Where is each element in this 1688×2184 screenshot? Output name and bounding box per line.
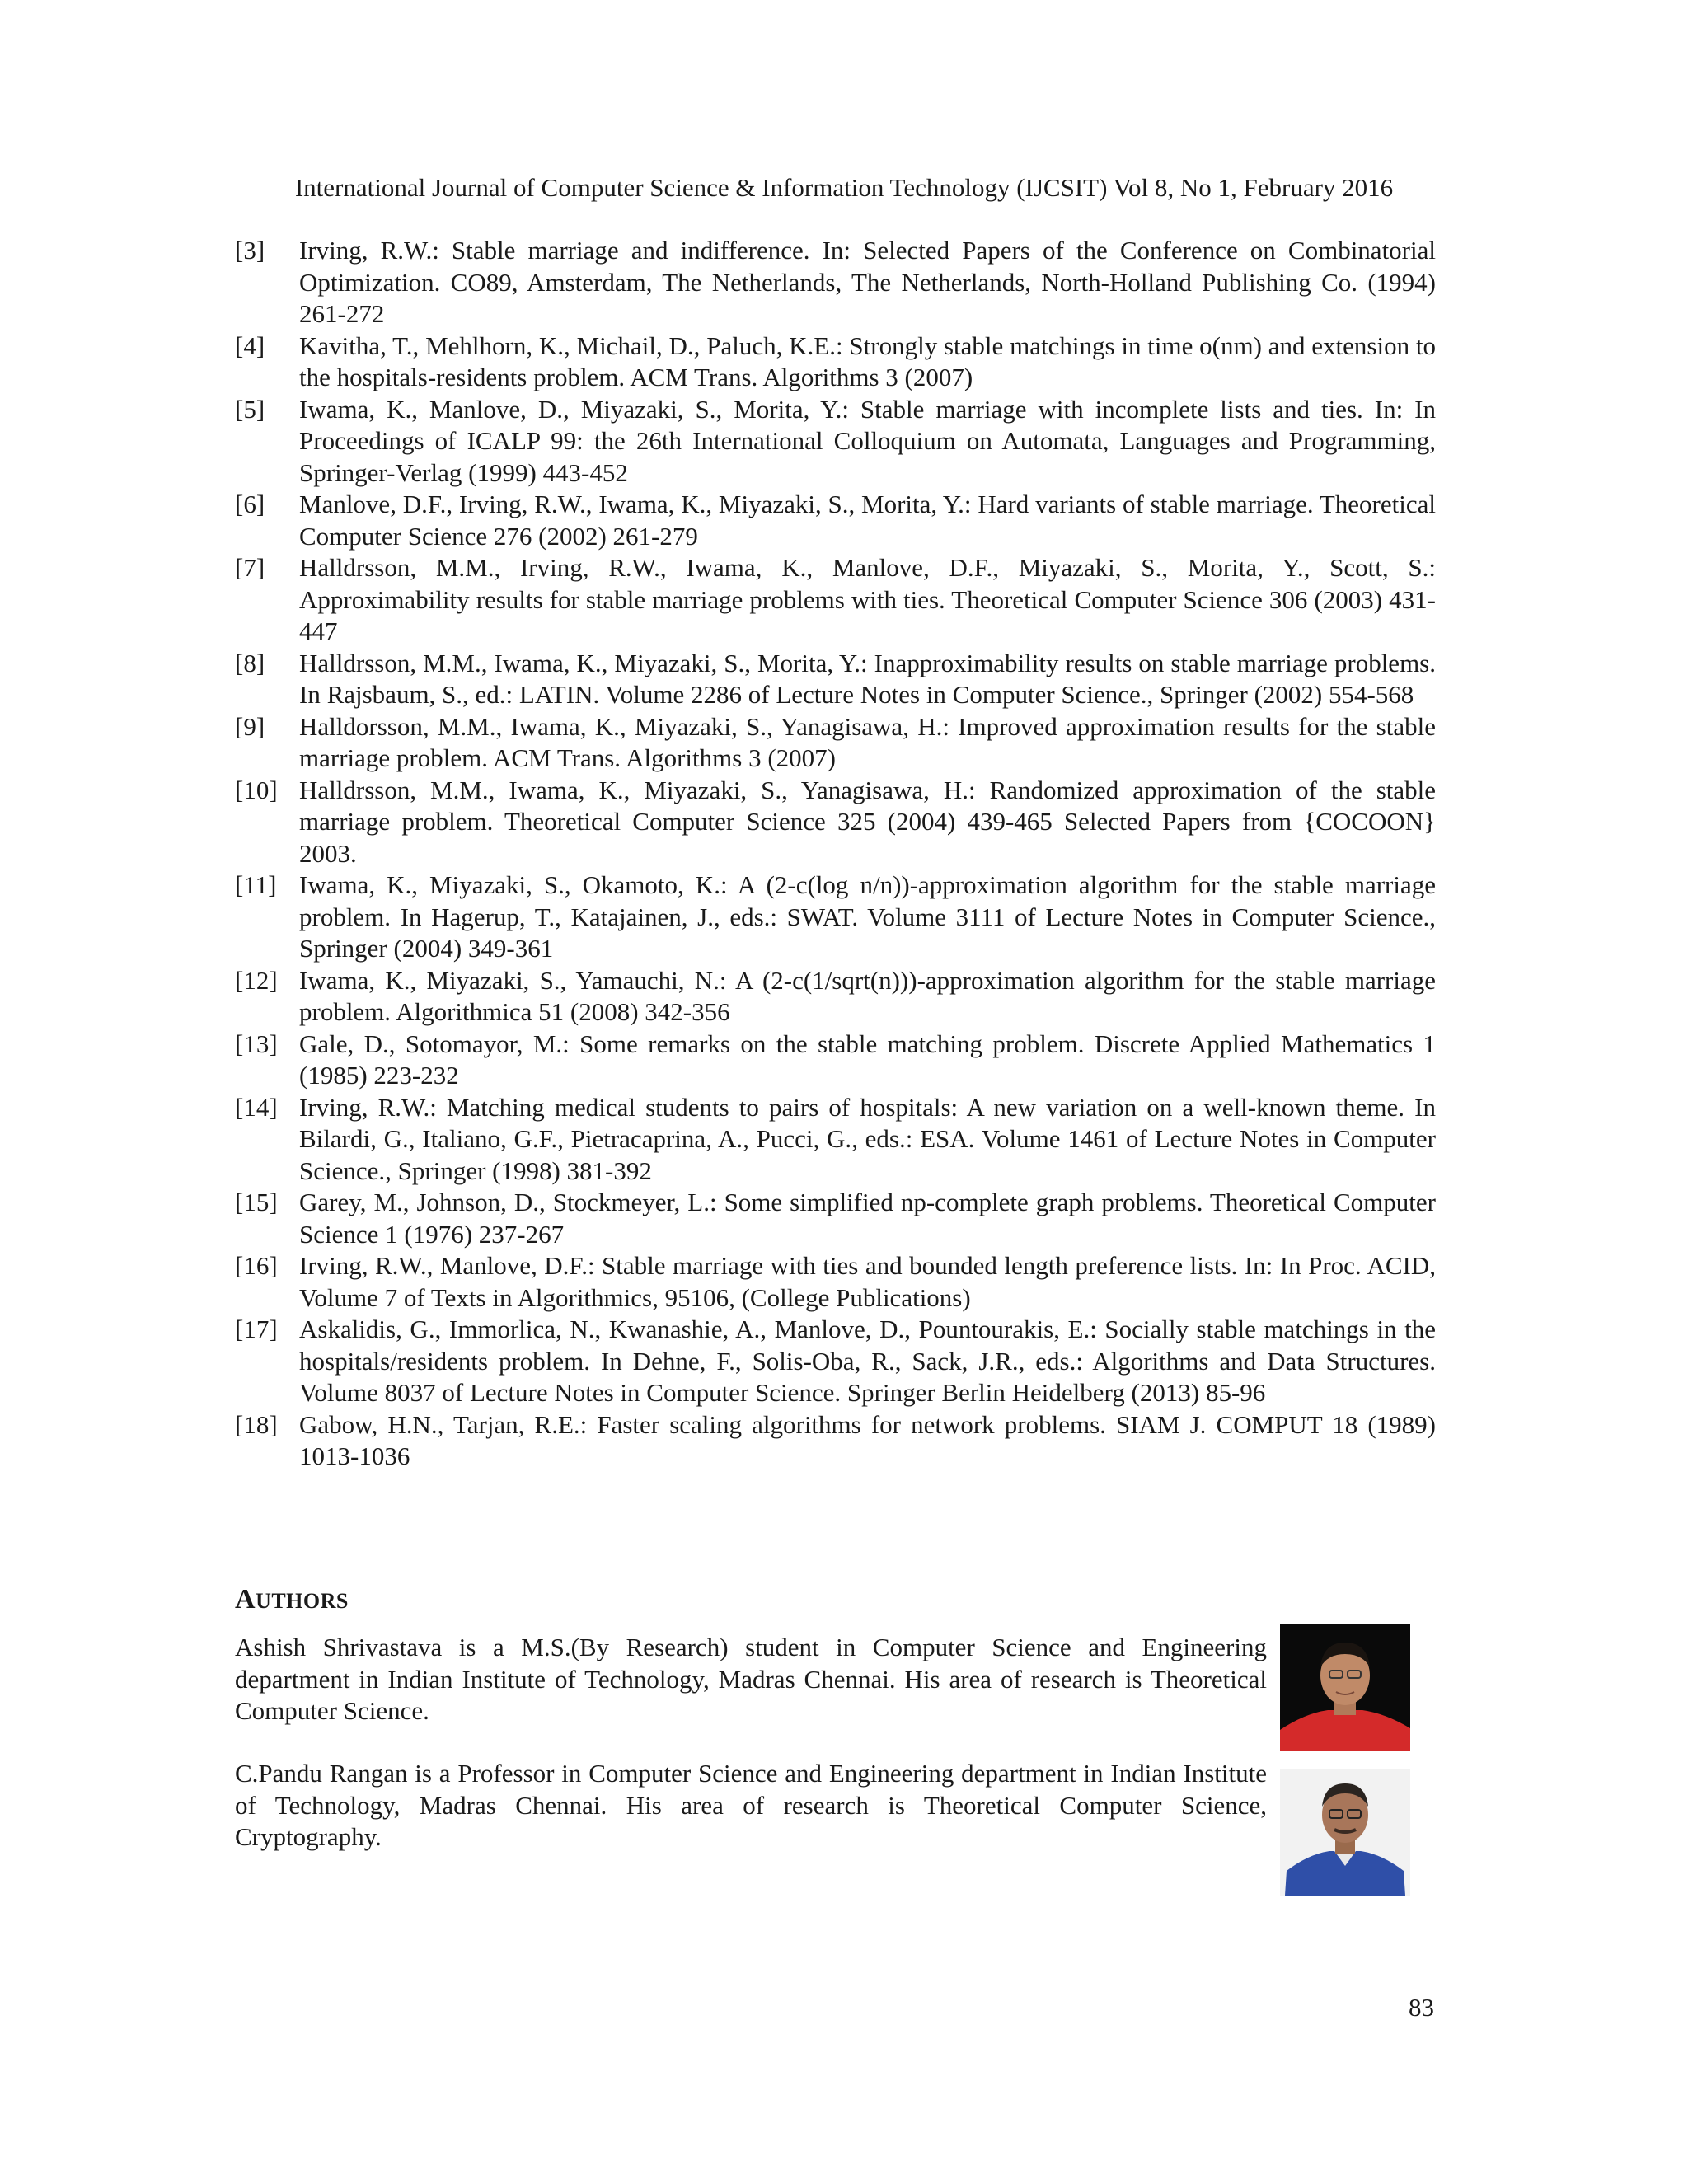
author-bio-shrivastava: Ashish Shrivastava is a M.S.(By Research) student in Computer Science and Engineering department in Indian Institute of Technology, Madras Chennai. His area of research is Theoretical Computer Science. bbox=[235, 1633, 1267, 1725]
references-list bbox=[235, 235, 1436, 1473]
reference-item bbox=[235, 775, 1436, 870]
reference-number: [7] bbox=[235, 553, 265, 582]
author-photo-rangan bbox=[1280, 1769, 1410, 1896]
reference-item bbox=[235, 330, 1436, 394]
reference-number: [9] bbox=[235, 711, 265, 741]
reference-number: [14] bbox=[235, 1092, 278, 1122]
reference-item bbox=[235, 1187, 1436, 1250]
reference-number: [13] bbox=[235, 1029, 278, 1058]
reference-number: [5] bbox=[235, 394, 265, 424]
reference-text: Halldrsson, M.M., Irving, R.W., Iwama, K., Manlove, D.F., Miyazaki, S., Morita, Y., Scott, S.: Approximability results for stable marriage problems with ties. Theoretical Computer Science 306 (2003) 431-447 bbox=[299, 553, 1436, 645]
reference-number: [4] bbox=[235, 330, 265, 360]
reference-text: Manlove, D.F., Irving, R.W., Iwama, K., Miyazaki, S., Morita, Y.: Hard variants of stable marriage. Theoretical Computer Science 276 (2002) 261-279 bbox=[299, 490, 1436, 551]
reference-number: [15] bbox=[235, 1188, 278, 1216]
reference-item bbox=[235, 235, 1436, 330]
reference-text: Halldrsson, M.M., Iwama, K., Miyazaki, S., Morita, Y.: Inapproximability results on stable marriage problems. In Rajsbaum, S., ed.: LATIN. Volume 2286 of Lecture Notes in Computer Science., Springer (2002) 554-568 bbox=[299, 648, 1436, 709]
reference-text: Askalidis, G., Immorlica, N., Kwanashie, A., Manlove, D., Pountourakis, E.: Socially stable matchings in the hospitals/residents problem. In Dehne, F., Solis-Oba, R., Sack, J.R., eds.: Algorithms and Data Structures. Volume 8037 of Lecture Notes in Computer Science. Springer Berlin Heidelberg (2013) 85-96 bbox=[299, 1315, 1436, 1407]
reference-text: Iwama, K., Miyazaki, S., Yamauchi, N.: A (2-c(1/sqrt(n)))-approximation algorithm for the stable marriage problem. Algorithmica 51 (2008) 342-356 bbox=[299, 965, 1436, 1026]
authors-heading bbox=[235, 1584, 349, 1615]
reference-text: Irving, R.W.: Stable marriage and indifference. In: Selected Papers of the Conference on Combinatorial Optimization. CO89, Amsterdam, The Netherlands, The Netherlands, North-Holland Publishing Co. (1994) 261-272 bbox=[299, 236, 1436, 328]
portrait-icon bbox=[1280, 1624, 1410, 1751]
page-number: 83 bbox=[1409, 1993, 1434, 2022]
reference-text: Gabow, H.N., Tarjan, R.E.: Faster scaling algorithms for network problems. SIAM J. COMPUT 18 (1989) 1013-1036 bbox=[299, 1409, 1436, 1470]
author-bio-rangan: C.Pandu Rangan is a Professor in Computer Science and Engineering department in Indian Institute of Technology, Madras Chennai. His area of research is Theoretical Computer Science, Cryptography. bbox=[235, 1759, 1267, 1851]
reference-text: Irving, R.W.: Matching medical students to pairs of hospitals: A new variation on a well-known theme. In Bilardi, G., Italiano, G.F., Pietracaprina, A., Pucci, G., eds.: ESA. Volume 1461 of Lecture Notes in Computer Science., Springer (1998) 381-392 bbox=[299, 1092, 1436, 1185]
reference-item bbox=[235, 869, 1436, 965]
reference-item bbox=[235, 394, 1436, 490]
reference-text: Irving, R.W., Manlove, D.F.: Stable marriage with ties and bounded length preference lists. In: In Proc. ACID, Volume 7 of Texts in Algorithmics, 95106, (College Publications) bbox=[299, 1251, 1436, 1312]
reference-item bbox=[235, 965, 1436, 1029]
reference-item bbox=[235, 552, 1436, 648]
reference-text: Garey, M., Johnson, D., Stockmeyer, L.: Some simplified np-complete graph problems. Theoretical Computer Science 1 (1976) 237-267 bbox=[299, 1188, 1436, 1249]
reference-number: [18] bbox=[235, 1409, 278, 1439]
reference-item bbox=[235, 1092, 1436, 1188]
reference-item bbox=[235, 711, 1436, 775]
authors-heading-rest: UTHORS bbox=[256, 1589, 349, 1613]
reference-number: [11] bbox=[235, 870, 277, 899]
reference-item bbox=[235, 1409, 1436, 1473]
reference-item bbox=[235, 1029, 1436, 1092]
journal-header: International Journal of Computer Science & Information Technology (IJCSIT) Vol 8, No 1, February 2016 bbox=[294, 173, 1394, 202]
portrait-icon bbox=[1280, 1769, 1410, 1896]
reference-number: [17] bbox=[235, 1315, 278, 1343]
reference-text: Gale, D., Sotomayor, M.: Some remarks on the stable matching problem. Discrete Applied Mathematics 1 (1985) 223-232 bbox=[299, 1029, 1436, 1090]
reference-text: Halldorsson, M.M., Iwama, K., Miyazaki, S., Yanagisawa, H.: Improved approximation results for the stable marriage problem. ACM Trans. Algorithms 3 (2007) bbox=[299, 711, 1436, 772]
reference-text: Iwama, K., Miyazaki, S., Okamoto, K.: A (2-c(log n/n))-approximation algorithm for the stable marriage problem. In Hagerup, T., Katajainen, J., eds.: SWAT. Volume 3111 of Lecture Notes in Computer Science., Springer (2004) 349-361 bbox=[299, 870, 1436, 963]
reference-item bbox=[235, 1250, 1436, 1314]
reference-number: [12] bbox=[235, 965, 278, 995]
reference-number: [8] bbox=[235, 648, 265, 677]
reference-item bbox=[235, 648, 1436, 711]
reference-text: Iwama, K., Manlove, D., Miyazaki, S., Morita, Y.: Stable marriage with incomplete lists and ties. In: In Proceedings of ICALP 99: the 26th International Colloquium on Automata, Languages and Programming, Springer-Verlag (1999) 443-452 bbox=[299, 394, 1436, 487]
reference-item bbox=[235, 489, 1436, 552]
reference-text: Kavitha, T., Mehlhorn, K., Michail, D., Paluch, K.E.: Strongly stable matchings in time o(nm) and extension to the hospitals-residents problem. ACM Trans. Algorithms 3 (2007) bbox=[299, 330, 1436, 391]
reference-item bbox=[235, 1314, 1436, 1409]
reference-text: Halldrsson, M.M., Iwama, K., Miyazaki, S., Yanagisawa, H.: Randomized approximation of the stable marriage problem. Theoretical Computer Science 325 (2004) 439-465 Selected Papers from {COCOON} 2003. bbox=[299, 775, 1436, 868]
reference-number: [16] bbox=[235, 1251, 278, 1280]
author-photo-shrivastava bbox=[1280, 1624, 1410, 1751]
reference-number: [6] bbox=[235, 490, 265, 518]
authors-heading-initial: A bbox=[235, 1584, 256, 1615]
reference-number: [3] bbox=[235, 236, 265, 265]
reference-number: [10] bbox=[235, 775, 278, 804]
